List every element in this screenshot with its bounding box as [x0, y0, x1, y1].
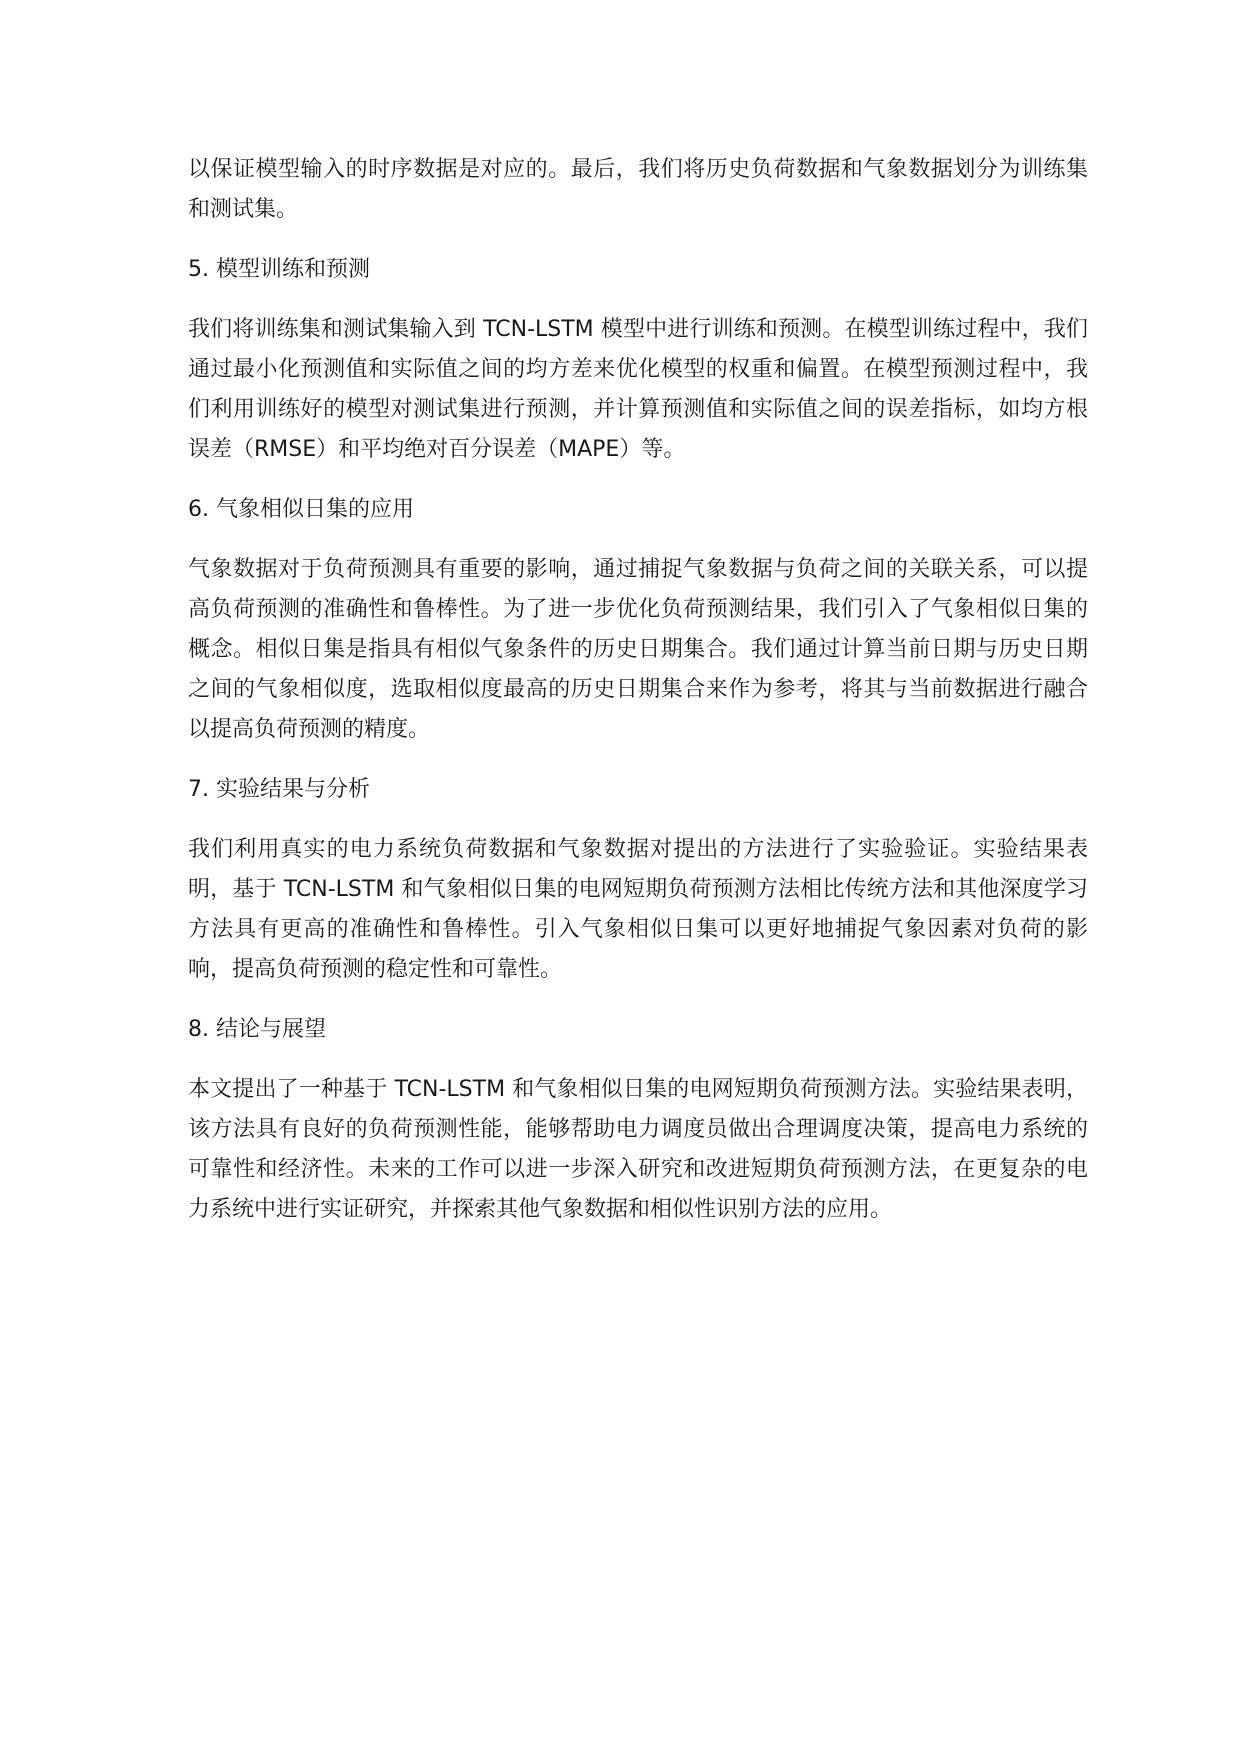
section-heading-7: 7. 实验结果与分析 — [188, 777, 370, 802]
section-heading-8: 8. 结论与展望 — [188, 1017, 326, 1042]
paragraph-continuation: 以保证模型输入的时序数据是对应的。最后，我们将历史负荷数据和气象数据划分为训练集和测试集。 — [188, 157, 1088, 222]
paragraph-training: 我们将训练集和测试集输入到 TCN-LSTM 模型中进行训练和预测。在模型训练过程中，我们通过最小化预测值和实际值之间的均方差来优化模型的权重和偏置。在模型预测过程中，我们利用训练好的模型对测试集进行预测，并计算预测值和实际值之间的误差指标，如均方根误差（RMSE）和平均绝对百分误差（MAPE）等。 — [188, 317, 1088, 462]
paragraph-conclusion: 本文提出了一种基于 TCN-LSTM 和气象相似日集的电网短期负荷预测方法。实验结果表明，该方法具有良好的负荷预测性能，能够帮助电力调度员做出合理调度决策，提高电力系统的可靠性和经济性。未来的工作可以进一步深入研究和改进短期负荷预测方法，在更复杂的电力系统中进行实证研究，并探索其他气象数据和相似性识别方法的应用。 — [188, 1077, 1088, 1222]
paragraph-similar-days: 气象数据对于负荷预测具有重要的影响，通过捕捉气象数据与负荷之间的关联关系，可以提高负荷预测的准确性和鲁棒性。为了进一步优化负荷预测结果，我们引入了气象相似日集的概念。相似日集是指具有相似气象条件的历史日期集合。我们通过计算当前日期与历史日期之间的气象相似度，选取相似度最高的历史日期集合来作为参考，将其与当前数据进行融合以提高负荷预测的精度。 — [188, 557, 1088, 742]
paragraph-results: 我们利用真实的电力系统负荷数据和气象数据对提出的方法进行了实验验证。实验结果表明，基于 TCN-LSTM 和气象相似日集的电网短期负荷预测方法相比传统方法和其他深度学习方法具有更高的准确性和鲁棒性。引入气象相似日集可以更好地捕捉气象因素对负荷的影响，提高负荷预测的稳定性和可靠性。 — [188, 837, 1088, 982]
section-heading-5: 5. 模型训练和预测 — [188, 257, 370, 282]
document-body — [188, 150, 1088, 1250]
section-heading-6: 6. 气象相似日集的应用 — [188, 497, 414, 522]
